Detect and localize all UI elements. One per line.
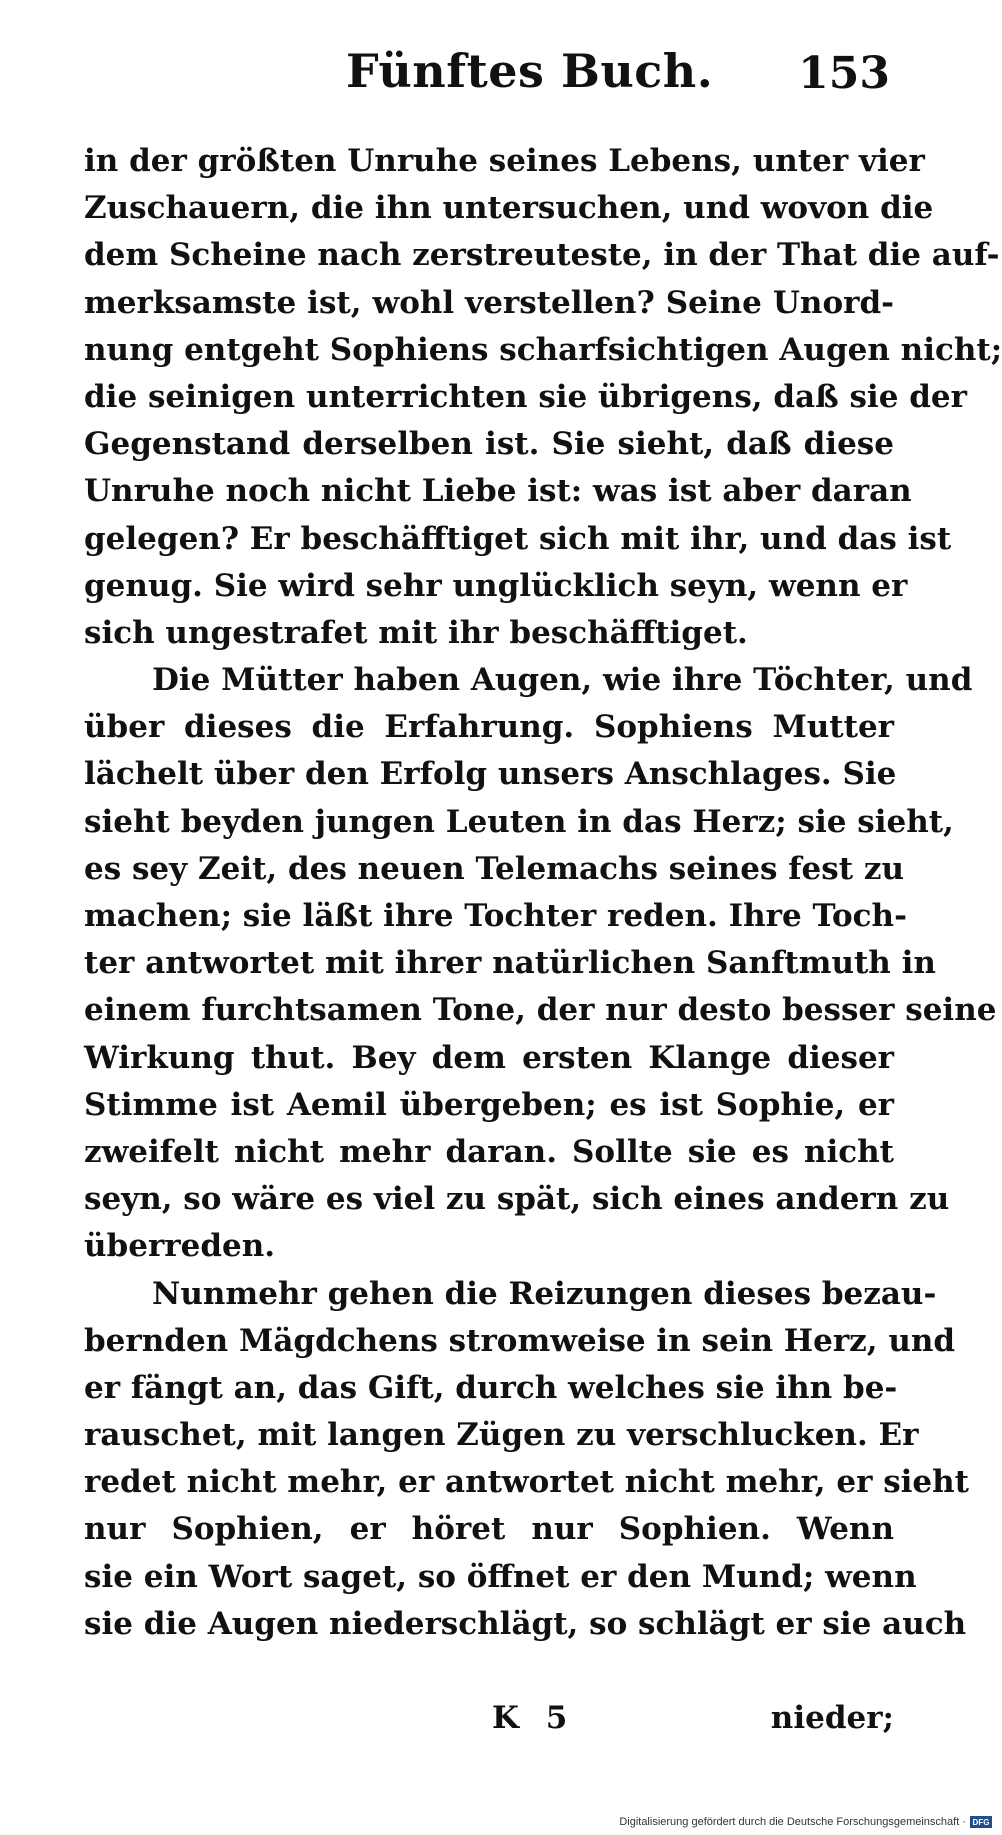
text-line: machen; sie läßt ihre Tochter reden. Ihre Toch- — [84, 898, 907, 934]
text-line: in der größten Unruhe seines Lebens, unter vier — [84, 143, 925, 179]
text-line: sich ungestrafet mit ihr beschäfftiget. — [84, 614, 748, 651]
page-footer — [84, 1700, 894, 1750]
dfg-logo: DFG — [970, 1816, 992, 1828]
catchword: nieder; — [770, 1700, 894, 1736]
text-line: sie die Augen niederschlägt, so schlägt er sie auch — [84, 1605, 967, 1642]
text-line: Wirkung thut. Bey dem ersten Klange dieser — [84, 1039, 894, 1076]
text-line: nur Sophien, er höret nur Sophien. Wenn — [84, 1511, 894, 1548]
text-line: es sey Zeit, des neuen Telemachs seines fest zu — [84, 850, 904, 887]
text-line: gelegen? Er beschäfftiget sich mit ihr, und das ist — [84, 520, 952, 557]
page-header — [84, 44, 890, 114]
digitization-credit — [619, 1811, 992, 1833]
paragraph-start-line: Nunmehr gehen die Reizungen dieses bezau- — [152, 1275, 937, 1312]
text-line: überreden. — [84, 1228, 276, 1265]
text-line: zweifelt nicht mehr daran. Sollte sie es nicht — [84, 1133, 894, 1170]
text-line: bernden Mägdchens stromweise in sein Herz, und — [84, 1322, 956, 1359]
running-title: Fünftes Buch. — [346, 44, 714, 98]
text-line: sie ein Wort saget, so öffnet er den Mund; wenn — [84, 1558, 917, 1595]
text-line: seyn, so wäre es viel zu spät, sich eines andern zu — [84, 1181, 950, 1218]
text-line: die seinigen unterrichten sie übrigens, daß sie der — [84, 378, 967, 415]
text-line: merksamste ist, wohl verstellen? Seine Unord- — [84, 284, 894, 321]
text-line: genug. Sie wird sehr unglücklich seyn, wenn er — [84, 567, 908, 604]
text-line: redet nicht mehr, er antwortet nicht mehr, er sieht — [84, 1464, 969, 1501]
text-line: sieht beyden jungen Leuten in das Herz; sie sieht, — [84, 803, 954, 840]
body-text — [84, 138, 1002, 1648]
credit-text: Digitalisierung gefördert durch die Deutsche Forschungsgemeinschaft · — [619, 1816, 966, 1828]
page-number: 153 — [798, 48, 890, 99]
text-line: Zuschauern, die ihn untersuchen, und wovon die — [84, 190, 934, 227]
text-line: er fängt an, das Gift, durch welches sie ihn be- — [84, 1369, 898, 1406]
text-line: Unruhe noch nicht Liebe ist: was ist aber daran — [84, 473, 912, 510]
text-line: Gegenstand derselben ist. Sie sieht, daß diese — [84, 426, 894, 463]
text-line: dem Scheine nach zerstreuteste, in der That die auf- — [84, 237, 1000, 274]
text-line: ter antwortet mit ihrer natürlichen Sanftmuth in — [84, 945, 936, 982]
text-line: Stimme ist Aemil übergeben; es ist Sophie, er — [84, 1086, 894, 1123]
text-line: nung entgeht Sophiens scharfsichtigen Augen nicht; — [84, 331, 1002, 368]
paragraph-start-line: Die Mütter haben Augen, wie ihre Töchter, und — [152, 662, 973, 699]
signature-mark: K 5 — [492, 1700, 576, 1736]
text-line: über dieses die Erfahrung. Sophiens Mutter — [84, 709, 894, 746]
text-line: rauschet, mit langen Zügen zu verschlucken. Er — [84, 1417, 919, 1454]
text-line: einem furchtsamen Tone, der nur desto besser seine — [84, 992, 997, 1029]
text-line: lächelt über den Erfolg unsers Anschlages. Sie — [84, 756, 897, 793]
